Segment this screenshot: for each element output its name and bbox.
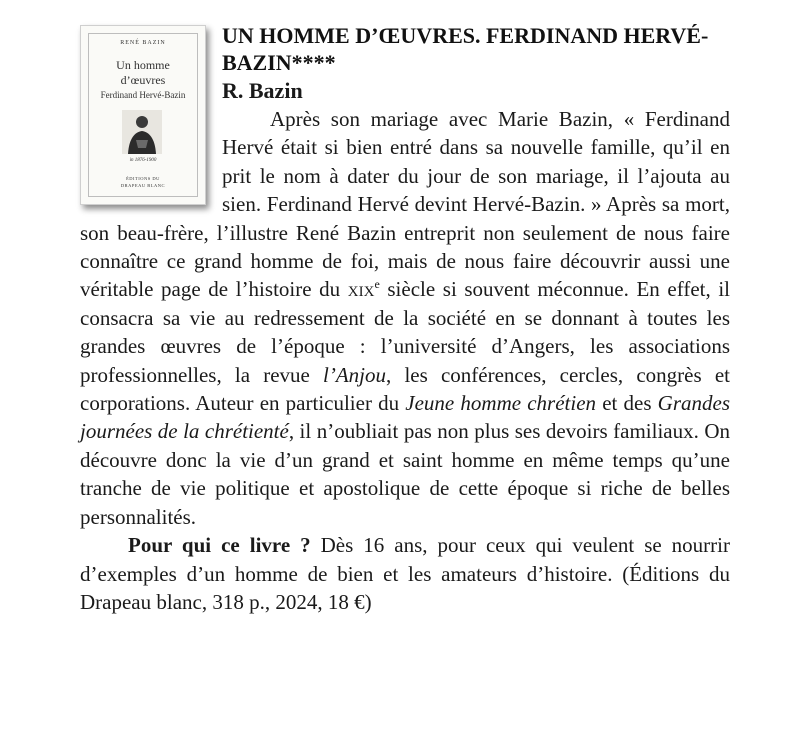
cover-author: RENÉ BAZIN xyxy=(120,40,166,46)
p1-text-b: siècle si souvent méconnue. En effet, il consacra sa vie au redressement de la société en se donnant à toutes les grandes œuvres de l’époque : l’université d’Angers, les associations professionnelles, la revue xyxy=(80,277,731,387)
cover-title-line1: Un homme xyxy=(116,58,170,72)
p1-text-a: Après son mariage avec Marie Bazin, « Ferdinand Hervé était si bien entré dans sa nouvelle famille, qu’il en prit le nom à dater du jour de son mariage, il l’ajouta au sien. Ferdinand Hervé devint Hervé-Bazin. » Après sa mort, son beau-frère, l’illustre René Bazin entreprit non seulement de nous faire connaître ce grand homme de foi, mais de nous faire découvrir aussi une véritable page de l’histoire du xyxy=(80,107,730,302)
article-author: R. Bazin xyxy=(222,78,303,103)
century-numeral: xix xyxy=(347,277,375,302)
italic-title-anjou: l’Anjou xyxy=(323,362,387,387)
cover-publisher-line1: ÉDITIONS DU xyxy=(126,176,160,181)
cover-title-line2: d’œuvres xyxy=(120,73,166,87)
book-cover-image xyxy=(80,25,206,205)
book-cover-frame xyxy=(88,33,198,197)
audience-text: Dès 16 ans, pour ceux qui veulent se nourrir d’exemples d’un homme de bien et les amateurs d’histoire. (Éditions du Drapeau blanc, 318 p., 2024, 18 €) xyxy=(80,533,730,614)
century-superscript: e xyxy=(374,277,380,292)
audience-label: Pour qui ce livre ? xyxy=(128,533,311,558)
cover-caption: in 1876-1900 xyxy=(129,158,157,163)
article-paragraph-2 xyxy=(80,531,730,616)
p1-text-c: , les conférences, cercles, congrès et corporations. Auteur en particulier du xyxy=(80,362,730,416)
cover-publisher-line2: DRAPEAU BLANC xyxy=(120,183,166,188)
article-title: UN HOMME D’ŒUVRES. FERDINAND HERVÉ-BAZIN**** xyxy=(222,23,709,75)
p1-text-e: , il n’oubliait pas non plus ses devoirs familiaux. On découvre donc la vie d’un grand et saint homme en même temps qu’une tranche de vie politique et apostolique de cette époque si riche de belles personnalités. xyxy=(80,419,730,529)
cover-portrait-icon xyxy=(122,110,162,154)
cover-subtitle: Ferdinand Hervé-Bazin xyxy=(100,90,186,100)
review-article xyxy=(80,22,730,616)
italic-title-grandes-journees: Grandes journées de la chrétienté xyxy=(80,391,731,444)
p1-text-d: et des xyxy=(596,391,658,416)
italic-title-jeune-homme: Jeune homme chrétien xyxy=(405,391,597,416)
